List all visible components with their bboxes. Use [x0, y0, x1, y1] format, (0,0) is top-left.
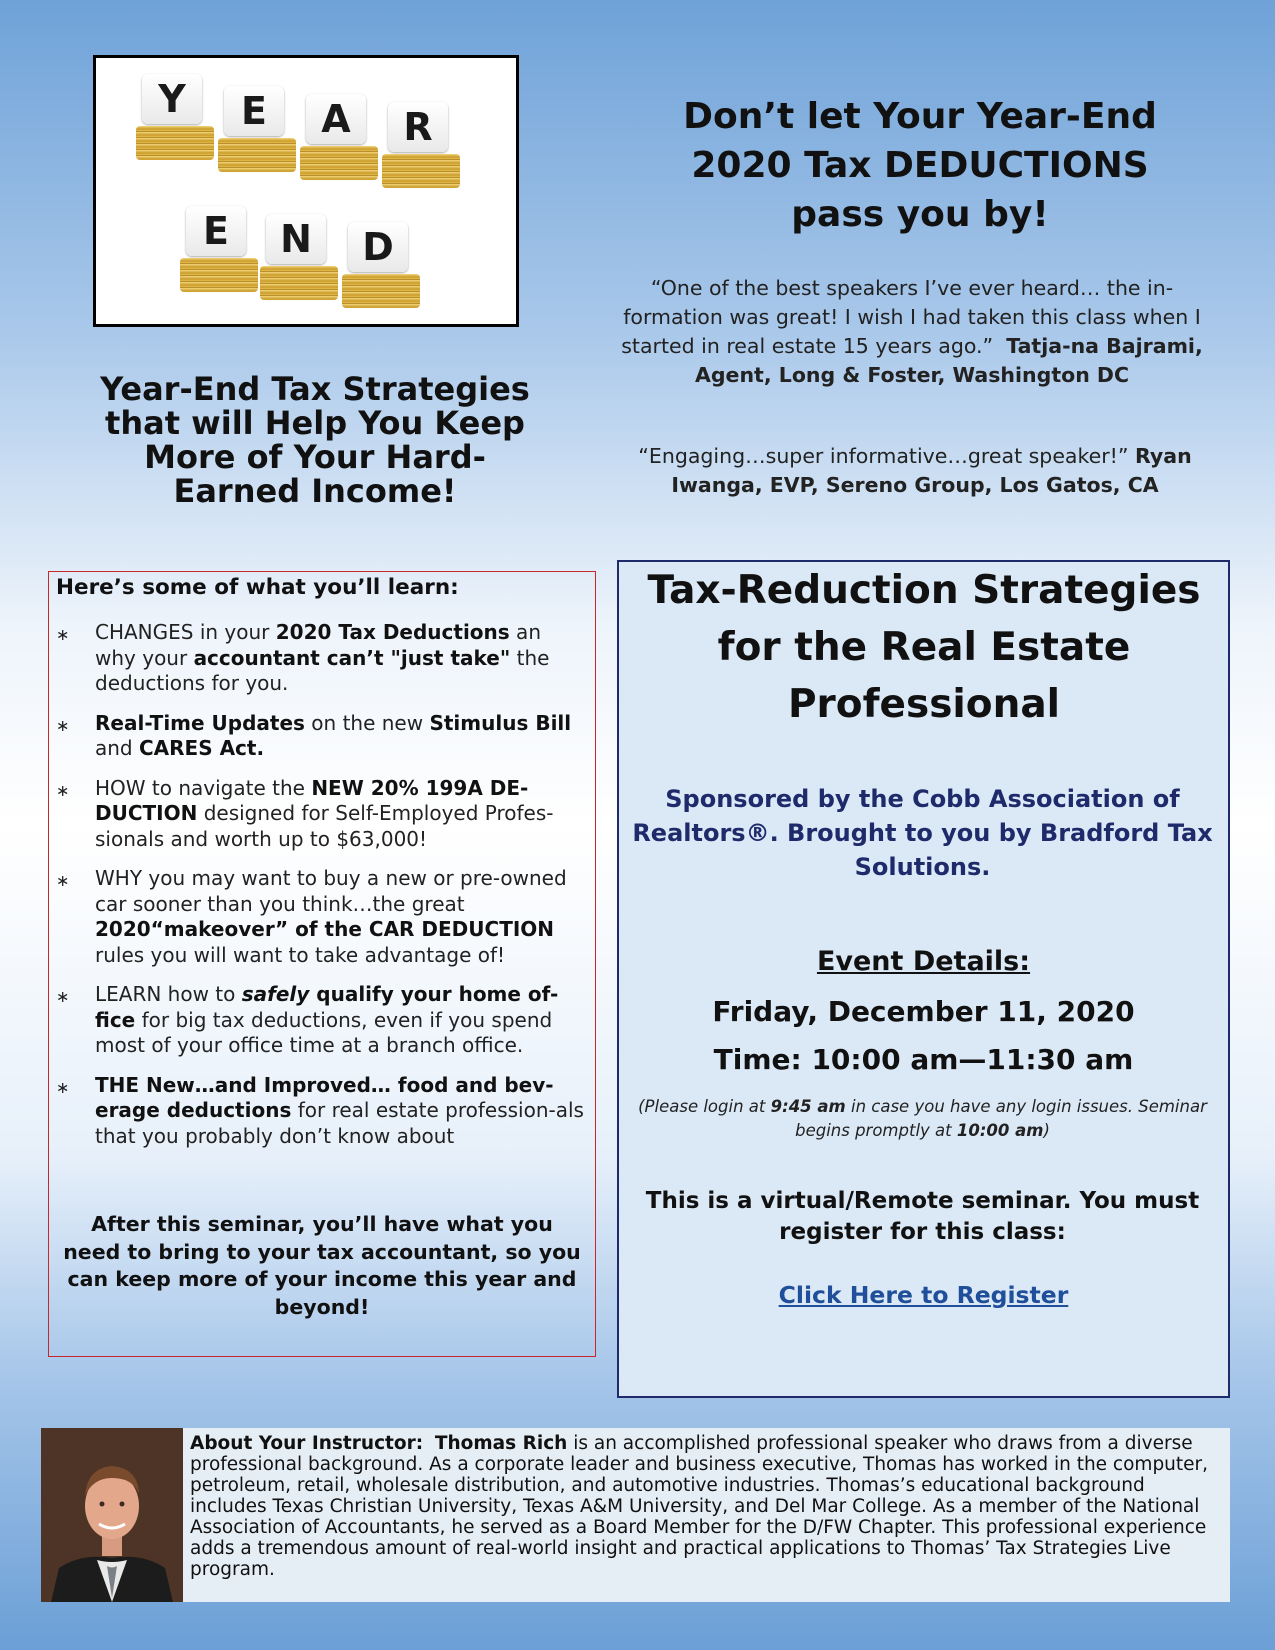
testimonial-quote: “Engaging…super informative…great speaker!” [638, 444, 1129, 468]
login-note: (Please login at 9:45 am in case you have any login issues. Seminar begins promptly at 10:00 am) [638, 1097, 1207, 1140]
event-title: Tax-Reduction Strategies for the Real Estate Professional [647, 568, 1201, 727]
list-item: ∗ WHY you may want to buy a new or pre-owned car sooner than you think…the great 2020“makeover” of the CAR DEDUCTION rules you will want to take advantage of! [56, 866, 567, 967]
logo-tile-y: Y [136, 74, 208, 160]
testimonial-1 [612, 274, 1212, 390]
sponsor-text: Sponsored by the Cobb Association of Realtors®. Brought to you by Bradford Tax Solutions. [632, 785, 1213, 881]
event-details-heading: Event Details: [816, 946, 1031, 977]
list-item: ∗ HOW to navigate the NEW 20% 199A DE-DUCTION designed for Self-Employed Profes-sionals and worth up to $63,000! [56, 775, 554, 851]
testimonial-attribution: Tatja-na Bajrami, Agent, Long & Foster, Washington DC [695, 334, 1203, 387]
strategies-line: Earned Income! [173, 472, 457, 510]
strategies-heading [60, 372, 570, 508]
learn-list [55, 620, 585, 1163]
instructor-bio: About Your Instructor: Thomas Rich is an accomplished professional speaker who draws from a diverse professional background. As a corporate leader and business executive, Thomas has worked in the computer, petroleum, retail, wholesale distribution, and automotive industries. Thomas’s educational background includes Texas Christian University, Texas A&M University, and Del Mar College. As a member of the National Association of Accountants, he served as a Board Member for the D/FW Chapter. This professional experience adds a tremendous amount of real-world insight and practical applications to Thomas’ Tax Strategies Live program. [190, 1433, 1209, 1580]
headline [600, 92, 1240, 239]
strategies-line: Year-End Tax Strategies [100, 370, 530, 408]
logo-tile-e: E [218, 86, 290, 172]
logo-tile-a: A [300, 94, 372, 180]
logo-tile-r: R [382, 102, 454, 188]
bullet-icon: ∗ [56, 715, 70, 735]
strategies-line: that will Help You Keep [105, 404, 525, 442]
learn-title: Here’s some of what you’ll learn: [56, 575, 459, 600]
register-link[interactable]: Click Here to Register [778, 1281, 1069, 1309]
after-seminar-text: After this seminar, you’ll have what you need to bring to your tax accountant, so you can keep more of your income this year and beyond! [63, 1212, 581, 1319]
testimonial-2 [595, 442, 1235, 500]
logo-tile-d: D [342, 222, 414, 308]
year-end-logo [93, 55, 519, 327]
headline-line: pass you by! [791, 194, 1049, 235]
strategies-line: More of Your Hard- [144, 438, 486, 476]
event-date: Friday, December 11, 2020 [712, 995, 1135, 1028]
testimonial-attribution: Ryan Iwanga, EVP, Sereno Group, Los Gatos, CA [671, 444, 1192, 497]
instructor-photo [41, 1428, 183, 1602]
bullet-icon: ∗ [56, 871, 70, 890]
bullet-icon: ∗ [56, 780, 70, 800]
list-item: ∗ CHANGES in your 2020 Tax Deductions an why your accountant can’t "just take" the deductions for you. [56, 620, 550, 695]
bullet-icon: ∗ [56, 1077, 70, 1097]
list-item: ∗ THE New…and Improved… food and bev-erage deductions for real estate profession-als that you probably don’t know about [56, 1072, 584, 1148]
testimonial-quote: “One of the best speakers I’ve ever heard… the in-formation was great! I wish I had taken this class when I started in real estate 15 years ago.” [621, 276, 1201, 358]
event-time: Time: 10:00 am—11:30 am [713, 1043, 1134, 1076]
virtual-seminar-note: This is a virtual/Remote seminar. You must register for this class: [645, 1188, 1200, 1245]
list-item: ∗ Real-Time Updates on the new Stimulus Bill and CARES Act. [56, 710, 572, 760]
list-item: ∗ LEARN how to safely qualify your home of-fice for big tax deductions, even if you spend most of your office time at a branch office. [56, 982, 559, 1057]
headline-line: 2020 Tax DEDUCTIONS [691, 145, 1149, 186]
bullet-icon: ∗ [56, 625, 70, 644]
bullet-icon: ∗ [56, 987, 70, 1006]
logo-tile-e2: E [180, 206, 252, 292]
headline-line: Don’t let Your Year-End [683, 96, 1157, 137]
logo-tile-n: N [260, 214, 332, 300]
